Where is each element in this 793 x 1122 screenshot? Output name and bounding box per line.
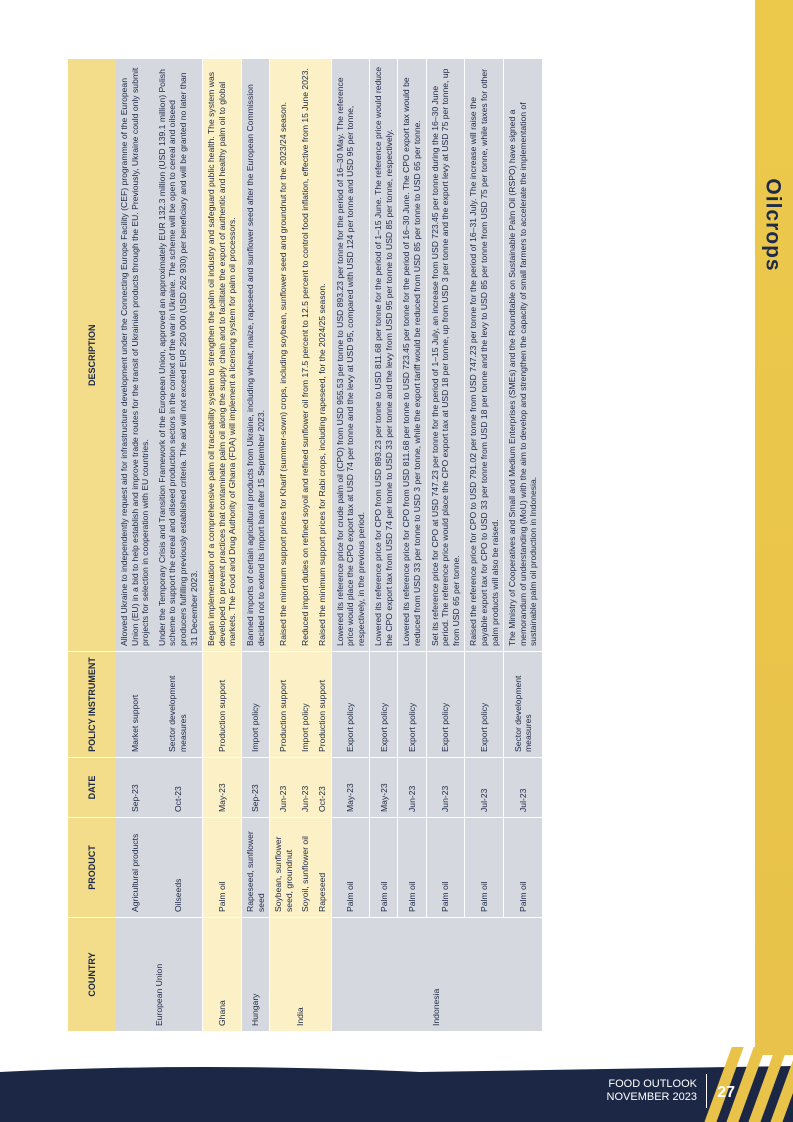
date-cell: Sep-23 <box>116 758 154 818</box>
product-cell: Palm oil <box>426 818 465 918</box>
description-cell: Allowed Ukraine to independently request aid for infrastructure development under the Connecting Europe Facility (CEF) programme of the European Union (EU) in a bid to help establish and improve trade routes for the transit of Ukrainian products through the EU. Previously, Ukraine could only submit projects for selection in cooperation with EU countries. <box>116 60 154 652</box>
header-country: COUNTRY <box>68 918 116 1032</box>
country-cell: European Union <box>116 918 203 1032</box>
section-title-text: Oilcrops <box>762 178 786 272</box>
instrument-cell: Export policy <box>370 652 398 758</box>
table-row <box>331 60 370 1032</box>
header-description: DESCRIPTION <box>68 60 116 652</box>
product-cell: Oilseeds <box>154 818 203 918</box>
table-row <box>241 60 269 1032</box>
product-cell: Soybean, sunflower seed, groundnut <box>270 818 298 918</box>
table-row <box>314 60 331 1032</box>
description-cell: Lowered its reference price for crude palm oil (CPO) from USD 955.53 per tonne to USD 893.23 per tonne for the period of 16–30 May. The reference price would place the CPO export tax at USD 74 per tonne and the levy at USD 95, compared with USD 124 per tonne and USD 95 per tonne, respectively, in the previous period. <box>331 60 370 652</box>
instrument-cell: Export policy <box>398 652 426 758</box>
date-cell: May-23 <box>370 758 398 818</box>
date-cell: Jun-23 <box>426 758 465 818</box>
description-cell: Set its reference price for CPO at USD 747.23 per tonne for the period of 1–15 July, an increase from USD 723.45 per tonne during the 16–30 June period. The reference price would place the CPO export tax at USD 18 per tonne, up from USD 3 per tonne and the export levy at USD 75 per tonne, up from USD 65 per tonne. <box>426 60 465 652</box>
instrument-cell: Import policy <box>297 652 314 758</box>
date-cell: May-23 <box>203 758 242 818</box>
footer-line1: FOOD OUTLOOK <box>608 1078 697 1090</box>
instrument-cell: Market support <box>116 652 154 758</box>
product-cell: Rapeseed <box>314 818 331 918</box>
description-cell: Began implementation of a comprehensive palm oil traceability system to strengthen the palm oil industry and safeguard public health. The system was developed to prevent practices that contaminate palm oil along the supply chain and to facilitate the export of authentic and healthy palm oil to global markets. The Food and Drug Authority of Ghana (FDA) will implement a licensing system for palm oil processors. <box>203 60 242 652</box>
instrument-cell: Production support <box>270 652 298 758</box>
description-cell: Banned imports of certain agricultural products from Ukraine, including wheat, maize, rapeseed and sunflower seed after the European Commission decided not to extend its import ban after 15 September 2023. <box>241 60 269 652</box>
table-row <box>116 60 154 1032</box>
description-cell: Raised the minimum support prices for Kharif (summer-sown) crops, including soybean, sunflower seed and groundnut for the 2023/24 season. <box>270 60 298 652</box>
description-cell: Raised the reference price for CPO to USD 791.02 per tonne from USD 747.23 per tonne for the period of 16–31 July. The increase will raise the payable export tax for CPO to USD 33 per tonne from USD 18 per tonne and the levy to USD 85 per tonne from USD 75 per tonne, while taxes for other palm products will also be raised. <box>465 60 504 652</box>
table-row <box>426 60 465 1032</box>
date-cell: Jun-23 <box>297 758 314 818</box>
page-number: 27 <box>717 1084 735 1101</box>
instrument-cell: Sector development measures <box>154 652 203 758</box>
description-cell: Under the Temporary Crisis and Transition Framework of the European Union, approved an approximately EUR 132.3 million (USD 139.1 million) Polish scheme to support the cereal and oilseed production sectors in the context of the war in Ukraine. The scheme will be open to cereal and oilseed producers fulfilling previously established criteria. The aid will not exceed EUR 250 000 (USD 262 930) per beneficiary and will be granted no later than 31 December 2023. <box>154 60 203 652</box>
description-cell: Lowered its reference price for CPO from USD 893.23 per tonne to USD 811.68 per tonne for the period of 1–15 June. The reference price would reduce the CPO export tax from USD 74 per tonne to USD 33 per tonne and the levy from USD 95 per tonne to USD 85 per tonne, respectively. <box>370 60 398 652</box>
country-cell: Ghana <box>203 918 242 1032</box>
instrument-cell: Export policy <box>465 652 504 758</box>
description-cell: Raised the minimum support prices for Rabi crops, including rapeseed, for the 2024/25 season. <box>314 60 331 652</box>
product-cell: Agricultural products <box>116 818 154 918</box>
table-row <box>203 60 242 1032</box>
footer-line2: NOVEMBER 2023 <box>606 1091 697 1103</box>
product-cell: Palm oil <box>331 818 370 918</box>
date-cell: Oct-23 <box>314 758 331 818</box>
table-row <box>270 60 298 1032</box>
section-title <box>755 150 791 300</box>
table-row <box>370 60 398 1032</box>
table-header-row <box>68 60 116 1032</box>
date-cell: Jun-23 <box>398 758 426 818</box>
date-cell: Jul-23 <box>465 758 504 818</box>
policy-table-wrapper <box>68 60 730 1032</box>
header-policy-instrument: POLICY INSTRUMENT <box>68 652 116 758</box>
instrument-cell: Sector development measures <box>504 652 542 758</box>
date-cell: May-23 <box>331 758 370 818</box>
country-cell: Indonesia <box>331 918 542 1032</box>
country-cell: India <box>270 918 331 1032</box>
footer-wave-graphic <box>0 1032 793 1122</box>
date-cell: Sep-23 <box>241 758 269 818</box>
description-cell: Reduced import duties on refined soyoil and refined sunflower oil from 17.5 percent to 12.5 percent to control food inflation, effective from 15 June 2023. <box>297 60 314 652</box>
date-cell: Jun-23 <box>270 758 298 818</box>
product-cell: Soyoil, sunflower oil <box>297 818 314 918</box>
table-row <box>297 60 314 1032</box>
footer-publication <box>607 1078 697 1104</box>
table-row <box>398 60 426 1032</box>
product-cell: Palm oil <box>398 818 426 918</box>
footer-divider <box>706 1074 707 1108</box>
header-date: DATE <box>68 758 116 818</box>
product-cell: Rapeseed, sunflower seed <box>241 818 269 918</box>
policy-table <box>68 60 542 1033</box>
product-cell: Palm oil <box>504 818 542 918</box>
date-cell: Jul-23 <box>504 758 542 818</box>
product-cell: Palm oil <box>465 818 504 918</box>
description-cell: Lowered its reference price for CPO from USD 811.68 per tonne to USD 723.45 per tonne for the period of 16–30 June. The CPO export tax would be reduced from USD 33 per tonne to USD 3 per tonne, while the export tariff would be reduced from USD 85 per tonne to USD 65 per tonne. <box>398 60 426 652</box>
table-row <box>504 60 542 1032</box>
instrument-cell: Production support <box>314 652 331 758</box>
header-product: PRODUCT <box>68 818 116 918</box>
instrument-cell: Import policy <box>241 652 269 758</box>
product-cell: Palm oil <box>203 818 242 918</box>
date-cell: Oct-23 <box>154 758 203 818</box>
table-row <box>154 60 203 1032</box>
table-row <box>465 60 504 1032</box>
product-cell: Palm oil <box>370 818 398 918</box>
description-cell: The Ministry of Cooperatives and Small and Medium Enterprises (SMEs) and the Roundtable on Sustainable Palm Oil (RSPO) have signed a memorandum of understanding (MoU) with the aim to develop and strengthen the capacity of small farmers to accelerate the implementation of sustainable palm oil production in Indonesia. <box>504 60 542 652</box>
instrument-cell: Production support <box>203 652 242 758</box>
instrument-cell: Export policy <box>331 652 370 758</box>
country-cell: Hungary <box>241 918 269 1032</box>
instrument-cell: Export policy <box>426 652 465 758</box>
